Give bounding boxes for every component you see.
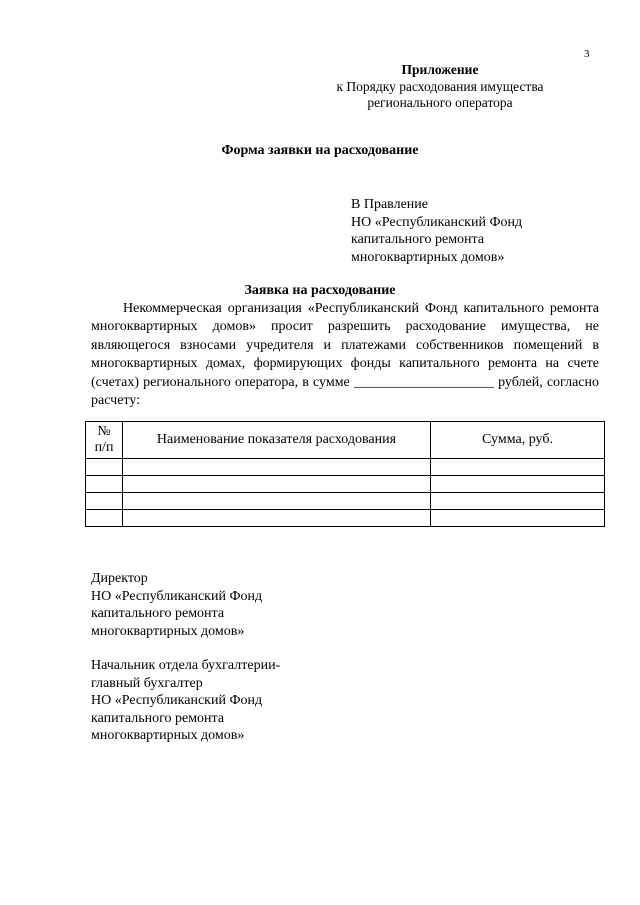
director-line-3: капитального ремонта [91,606,225,621]
table-row [86,476,605,493]
table-cell [431,476,605,493]
director-line-2: НО «Республиканский Фонд [91,588,263,604]
accountant-line-5: многоквартирных домов» [91,728,245,743]
table-header-row [86,422,605,459]
addressee-line-4: многоквартирных домов» [351,249,505,265]
form-title: Форма заявки на расходование [221,143,419,158]
request-body-tail: рублей, согласно расчету: [91,374,599,409]
request-body [91,300,599,410]
appendix-line-2: регионального оператора [367,95,513,110]
table-cell [86,510,123,527]
accountant-line-2: главный бухгалтер [91,675,203,691]
table-cell [123,493,431,510]
table-cell [86,493,123,510]
director-line-1: Директор [91,571,148,586]
table-cell [86,459,123,476]
header-indicator-name: Наименование показателя расходования [123,422,431,459]
addressee-line-3: капитального ремонта [351,232,485,247]
header-number [86,422,123,459]
request-body-text: Некоммерческая организация «Республиканский Фонд капитального ремонта многоквартирных домов» просит разрешить расходование имущества, не являющегося взносами учредителя и платежами собственников помещений в многоквартирных домах, формирующих фонды капитального ремонта на счете (счетах) регионального оператора, в сумме [91,301,599,390]
table-cell [123,459,431,476]
addressee-block [351,196,522,266]
header-sum: Сумма, руб. [431,422,605,459]
page-number: 3 [584,48,590,60]
header-number-abbr: п/п [94,440,114,455]
appendix-line-1: к Порядку расходования имущества [336,78,544,94]
table-cell [431,493,605,510]
accountant-signature-block [91,657,280,745]
director-signature-block [91,570,262,640]
table-cell [123,476,431,493]
table-row [86,510,605,527]
addressee-line-1: В Правление [351,197,428,212]
accountant-line-1: Начальник отдела бухгалтерии- [91,658,281,673]
appendix-title: Приложение [401,62,479,77]
calculation-table [85,421,605,527]
table-row [86,493,605,510]
amount-blank: ____________________ [353,374,494,390]
accountant-line-3: НО «Республиканский Фонд [91,693,263,708]
table-cell [431,459,605,476]
table-row [86,459,605,476]
addressee-line-2: НО «Республиканский Фонд [351,214,523,230]
appendix-header [290,62,590,112]
table-cell [123,510,431,527]
table-cell [86,476,123,493]
director-line-4: многоквартирных домов» [91,623,245,639]
header-number-sign: № [97,424,111,439]
request-title: Заявка на расходование [244,283,396,298]
table-cell [431,510,605,527]
accountant-line-4: капитального ремонта [91,710,225,726]
